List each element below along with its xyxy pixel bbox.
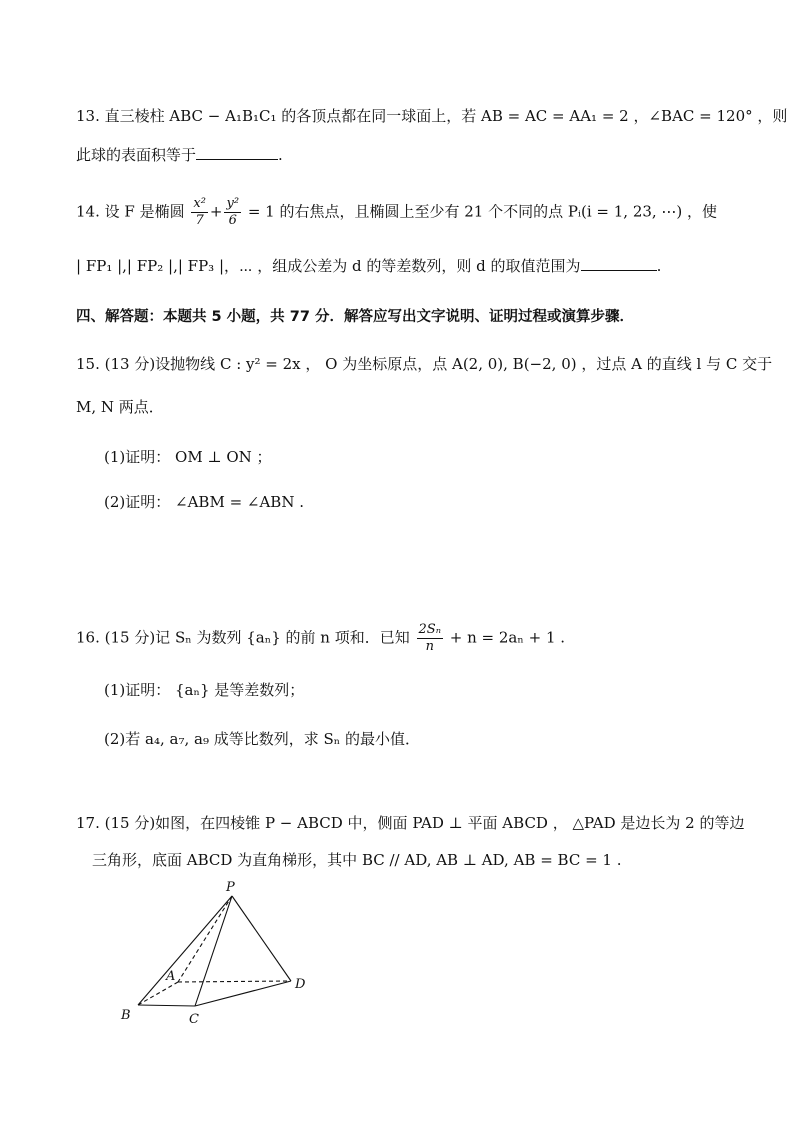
q14-frac1-num: x² (193, 196, 206, 211)
q17-line1: 17. (15 分)如图，在四棱锥 P − ABCD 中，侧面 PAD ⊥ 平面 ABCD ， △PAD 是边长为 2 的等边 (76, 814, 745, 832)
edge-BC (138, 1005, 195, 1006)
q16-sub1: (1)证明： {aₙ} 是等差数列； (104, 681, 305, 699)
q14-frac1-den: 7 (195, 213, 204, 228)
edge-PC (195, 896, 232, 1006)
q14-frac2-num: y² (226, 196, 240, 211)
edge-CD (195, 981, 291, 1006)
label-D: D (295, 977, 306, 992)
q14-answer-blank (581, 256, 657, 271)
q13-line2-text: 此球的表面积等于 (76, 146, 197, 164)
q13-answer-blank (196, 145, 278, 160)
q16-line1 (76, 622, 565, 655)
q13-line2-end: . (278, 146, 283, 164)
edge-PA (178, 896, 232, 982)
label-P: P (226, 880, 235, 895)
label-B: B (121, 1008, 131, 1023)
q14-part1: 14. 设 F 是椭圆 (76, 202, 185, 221)
q14-line1 (76, 196, 717, 229)
q14-frac-x (191, 196, 208, 229)
q17-line2: 三角形，底面 ABCD 为直角梯形，其中 BC // AD, AB ⊥ AD, AB = BC = 1 . (92, 851, 622, 869)
q14-line2-text: | FP₁ |,| FP₂ |,| FP₃ |，⋯ ，组成公差为 d 的等差数列，则 d 的取值范围为 (76, 257, 581, 275)
q16-frac (417, 622, 443, 655)
q14-line2 (76, 256, 661, 276)
section4-heading: 四、解答题：本题共 5 小题，共 77 分．解答应写出文字说明、证明过程或演算步骤． (76, 309, 634, 325)
q14-frac2-den: 6 (228, 213, 237, 228)
label-C: C (189, 1012, 199, 1027)
q15-line2: M, N 两点． (76, 398, 164, 416)
q14-line2-end: . (656, 257, 662, 275)
q14-frac-y (224, 196, 241, 229)
q15-line1: 15. (13 分)设抛物线 C : y² = 2x ， O 为坐标原点，点 A(2, 0), B(−2, 0) ，过点 A 的直线 l 与 C 交于 (76, 355, 773, 373)
edge-AD (178, 981, 291, 982)
q16-part1: 16. (15 分)记 Sₙ 为数列 {aₙ} 的前 n 项和．已知 (76, 628, 410, 647)
edge-PD (232, 896, 291, 981)
q16-part2: + n = 2aₙ + 1 . (449, 628, 566, 647)
label-A: A (166, 969, 176, 984)
q13-line2 (76, 145, 283, 165)
edge-AB (138, 982, 178, 1005)
q13-line1: 13. 直三棱柱 ABC − A₁B₁C₁ 的各顶点都在同一球面上，若 AB = AC = AA₁ = 2 ，∠BAC = 120° ，则 (76, 107, 788, 125)
q16-sub2: (2)若 a₄, a₇, a₉ 成等比数列，求 Sₙ 的最小值． (104, 730, 421, 748)
q16-frac-den: n (425, 639, 434, 654)
q16-frac-num: 2Sₙ (418, 622, 441, 637)
q15-sub1: (1)证明： OM ⊥ ON ； (104, 448, 272, 466)
q14-plus: + (209, 202, 223, 221)
q15-sub2: (2)证明： ∠ABM = ∠ABN . (104, 493, 304, 511)
q14-part2: = 1 的右焦点，且椭圆上至少有 21 个不同的点 Pᵢ(i = 1, 23, ⋯) ，使 (247, 202, 718, 221)
edge-PB (138, 896, 232, 1005)
